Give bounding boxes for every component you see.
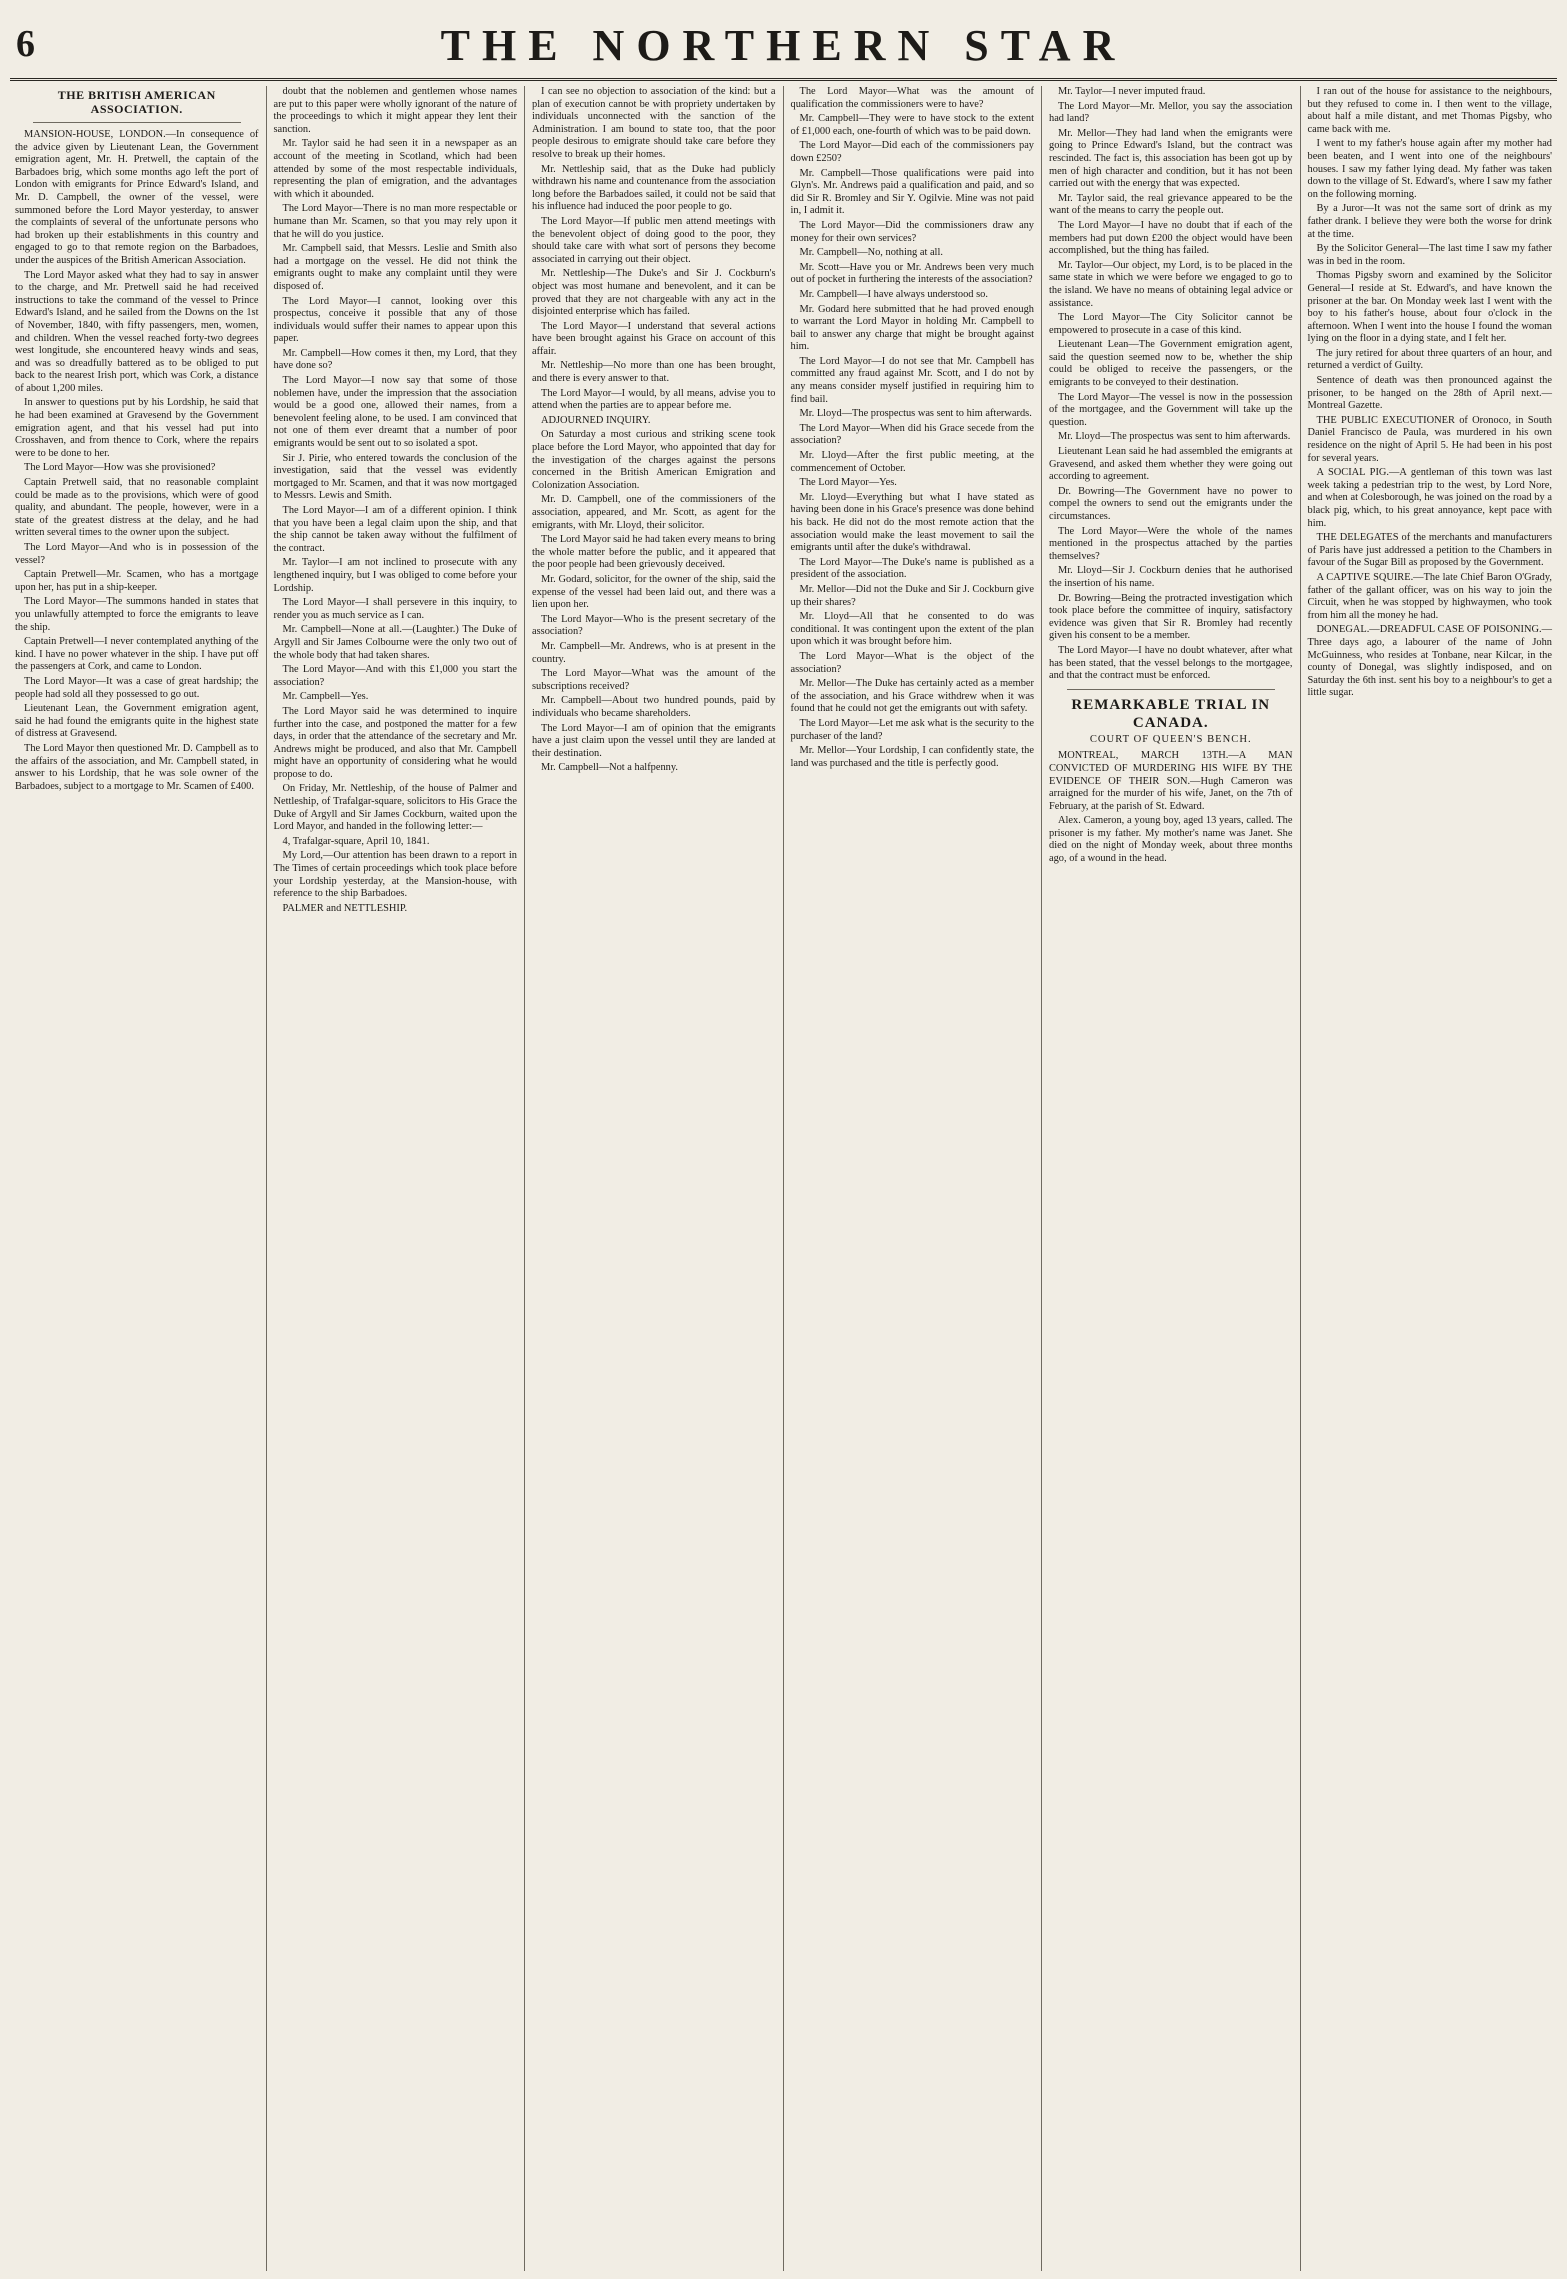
paragraph: Mr. Campbell—Not a halfpenny. [541,762,678,774]
paragraph: The Lord Mayor—I am of opinion that the emigrants have a just claim upon the vessel until they are landed at their destination. [532,722,776,759]
paragraph: The Lord Mayor—Who is the present secretary of the association? [532,613,776,638]
paragraph: Mr. Lloyd—Everything but what I have stated as having been done in his Grace's presence was done behind his back. He did not do the most remote action that the association would make the least movement to sail the emigrants until after the duke's withdrawal. [790,491,1034,554]
paragraph: THE PUBLIC EXECUTIONER of Oronoco, in South Daniel Francisco de Paula, was murdered in his own residence on the night of April 5. He had been in his post for several years. [1307,414,1552,464]
paragraph: Sir J. Pirie, who entered towards the conclusion of the investigation, said that the vessel was evidently mortgaged to Mr. Scamen, and that it was now mortgaged to Messrs. Lewis and Smith. [273,452,517,502]
paragraph: The Lord Mayor—Let me ask what is the security to the purchaser of the land? [790,717,1034,742]
paragraph: The Lord Mayor—The Duke's name is published as a president of the association. [790,556,1034,581]
paragraph: A CAPTIVE SQUIRE.—The late Chief Baron O'Grady, father of the gallant officer, was on his way to join the Circuit, when he was stopped by highwaymen, who took from him all the money he had. [1307,571,1552,621]
column-6 [1301,86,1560,2271]
paragraph: Mr. D. Campbell, one of the commissioners of the association, appeared, and Mr. Scott, as agent for the emigrants, with Mr. Lloyd, their solicitor. [532,494,776,531]
newspaper-title: THE NORTHERN STAR [440,21,1127,70]
paragraph: Mr. Campbell—How comes it then, my Lord, that they have done so? [273,347,517,372]
paragraph: The Lord Mayor—What was the amount of the subscriptions received? [532,668,776,692]
trial-text [1049,750,1293,865]
paragraph: Mr. Campbell—They were to have stock to the extent of £1,000 each, one-fourth of which was to be paid down. [790,113,1034,137]
paragraph: In answer to questions put by his Lordship, he said that he had been examined at Gravesend by the Government emigration agent, and that his vessel had put into Crosshaven, and from thence to Cork, where the repairs were to be done to her. [15,397,259,459]
paragraph: Mr. Taylor—I am not inclined to prosecute with any lengthened inquiry, but I was obliged to come before your Lordship. [273,557,517,594]
paragraph: The Lord Mayor—I am of a different opinion. I think that you have been a legal claim upon the ship, and that the ship cannot be taken away without the fulfilment of the contract. [273,505,517,554]
paragraph: Alex. Cameron, a young boy, aged 13 years, called. The prisoner is my father. My mother's name was Janet. She died on the night of Monday week, about three months ago, of a wound in the head. [1049,815,1293,865]
masthead [10,18,1557,81]
paragraph: Mr. Lloyd—The prospectus was sent to him afterwards. [799,408,1032,420]
paragraph: The jury retired for about three quarters of an hour, and returned a verdict of Guilty. [1307,347,1552,372]
column-6-text [1308,86,1553,700]
paragraph: The Lord Mayor—The vessel is now in the possession of the mortgagee, and the Government will take up the question. [1049,391,1293,428]
paragraph: Mr. Nettleship—No more than one has been brought, and there is every answer to that. [532,360,776,385]
article-columns [8,86,1559,2271]
paragraph: Lieutenant Lean—The Government emigration agent, said the question seemed now to be, whether the ship could be obliged to receive the passengers, or the emigrants to be conveyed to their destination. [1049,339,1293,389]
paragraph: The Lord Mayor—I understand that several actions have been brought against his Grace on account of this affair. [532,320,776,357]
paragraph: The Lord Mayor—It was a case of great hardship; the people had sold all they possessed to go out. [15,675,259,700]
column-1 [8,86,267,2271]
paragraph: The Lord Mayor—I do not see that Mr. Campbell has committed any fraud against Mr. Scott, and I do not by any means consider myself justified in requiring him to find bail. [790,355,1034,405]
paragraph: The Lord Mayor—I would, by all means, advise you to attend when the parties are to appear before me. [532,387,776,412]
paragraph: The Lord Mayor said he had taken every means to bring the whole matter before the public, and it appeared that the poor people had been grievously deceived. [532,534,776,571]
paragraph: ADJOURNED INQUIRY. [541,414,651,426]
paragraph: 4, Trafalgar-square, April 10, 1841. [282,835,430,847]
paragraph: The Lord Mayor then questioned Mr. D. Campbell as to the affairs of the association, and Mr. Campbell stated, in answer to his Lordship, that he was sole owner of the Barbadoes, subject to a mortgage to Mr. Scamen of £400. [15,742,259,792]
paragraph: The Lord Mayor—I cannot, looking over this prospectus, conceive it possible that any of those individuals would suffer their names to appear upon this paper. [273,295,517,345]
paragraph: Mr. Lloyd—After the first public meeting, at the commencement of October. [790,450,1034,474]
paragraph: MANSION-HOUSE, LONDON.—In consequence of the advice given by Lieutenant Lean, the Government emigration agent, Mr. H. Pretwell, the captain of the Barbadoes brig, which some months ago left the port of London with emigrants for Prince Edward's Island, and Mr. D. Campbell, the owner of the vessel, were summoned before the Lord Mayor yesterday, to answer the complaints of several of the unfortunate persons who had broken up their establishments in this country and engaged to go to that remote region on the Barbadoes, under the auspices of the British American Association. [15,129,259,266]
paragraph: Mr. Lloyd—All that he consented to do was conditional. It was contingent upon the extent of the plan upon which it was brought before him. [790,611,1034,648]
paragraph: Thomas Pigsby sworn and examined by the Solicitor General—I reside at St. Edward's, and have known the prisoner at the bar. On Monday week last I went with the boy to his father's house, about four o'clock in the afternoon. When I went into the house I found the woman lying on the floor in a dying state, and I felt her. [1307,270,1552,345]
paragraph: Dr. Bowring—The Government have no power to compel the owners to send out the emigrants under the circumstances. [1049,485,1293,522]
paragraph: The Lord Mayor—Did the commissioners draw any money for their own services? [790,219,1034,244]
column-4 [784,86,1043,2271]
paragraph: Mr. Scott—Have you or Mr. Andrews been very much out of pocket in furthering the interests of the association? [790,261,1034,286]
paragraph: Mr. Campbell—Mr. Andrews, who is at present in the country. [532,640,776,665]
paragraph: The Lord Mayor—Were the whole of the names mentioned in the prospectus attached by the parties themselves? [1049,525,1293,562]
paragraph: Captain Pretwell—I never contemplated anything of the kind. I have no power whatever in the ship. I have put off the passengers at Cork, and came to London. [15,636,259,673]
paragraph: Mr. Campbell—None at all.—(Laughter.) The Duke of Argyll and Sir James Colbourne were the only two out of the whole body that had taken shares. [273,624,517,661]
paragraph: By a Juror—It was not the same sort of drink as my father drank. I believe they were both the worse for drink at the time. [1307,203,1552,240]
paragraph: Mr. Campbell—Those qualifications were paid into Glyn's. Mr. Andrews paid a qualification and paid, and so did Sir R. Bromley and Sir Y. Ogilvie. Mine was not paid in, I admit it. [790,167,1034,217]
paragraph: By the Solicitor General—The last time I saw my father was in bed in the room. [1307,243,1552,267]
paragraph: Mr. Nettleship said, that as the Duke had publicly withdrawn his name and countenance from the association long before the Barbadoes sailed, it could not be said that his influence had induced the poor people to go. [532,163,776,213]
paragraph: Mr. Taylor—I never imputed fraud. [1058,86,1206,97]
paragraph: Mr. Mellor—They had land when the emigrants were going to Prince Edward's Island, but the contract was rescinded. The fact is, this association has been got up by men of high character and condition, but it has not been carried out with the energy that was expected. [1049,127,1293,190]
paragraph: Mr. Campbell—I have always understood so. [799,288,988,300]
paragraph: Captain Pretwell—Mr. Scamen, who has a mortgage upon her, has put in a ship-keeper. [15,569,259,593]
paragraph: Mr. Godard here submitted that he had proved enough to warrant the Lord Mayor in holding Mr. Campbell to bail to answer any charge that might be brought against him. [790,303,1034,353]
paragraph: Mr. Godard, solicitor, for the owner of the ship, said the expense of the vessel had been laid out, and there was a lien upon her. [532,573,776,611]
column-5-text [1049,86,1293,683]
paragraph: THE DELEGATES of the merchants and manufacturers of Paris have just addressed a petition to the Chambers in favour of the Sugar Bill as proposed by the Government. [1307,532,1552,569]
paragraph: The Lord Mayor—Yes. [799,477,897,489]
paragraph: Mr. Campbell—About two hundred pounds, paid by individuals who became shareholders. [532,695,776,719]
trial-subheading: COURT OF QUEEN'S BENCH. [1089,733,1252,745]
paragraph: The Lord Mayor—The City Solicitor cannot be empowered to prosecute in a case of this kind. [1049,312,1293,336]
paragraph: The Lord Mayor—I shall persevere in this inquiry, to render you as much service as I can. [273,597,517,621]
paragraph: Mr. Lloyd—Sir J. Cockburn denies that he authorised the insertion of his name. [1049,565,1293,589]
column-1-text [15,129,259,793]
paragraph: The Lord Mayor said he was determined to inquire further into the case, and postponed the matter for a few days, in order that the attendance of the secretary and Mr. Andrews might be produced, and also that Mr. Campbell might have an opportunity of considering what he would propose to do. [273,705,517,780]
column-4-text [791,86,1035,770]
paragraph: The Lord Mayor asked what they had to say in answer to the charge, and Mr. Pretwell said he had received instructions to take the command of the vessel to Prince Edward's Island, and he sailed from the Downs on the 1st of November, 1840, with fifty passengers, men, women, and children. When the vessel reached forty-two degrees west longitude, she encountered heavy winds and seas, and was so dreadfully battered as to be obliged to put back to the nearest Irish port, which was Cork, a distance of about 1,200 miles. [15,269,259,394]
paragraph: Mr. Nettleship—The Duke's and Sir J. Cockburn's object was most humane and benevolent, and it can be proved that they are not chargeable with any act in the disjointed enterprise which has failed. [532,268,776,318]
paragraph: Mr. Mellor—The Duke has certainly acted as a member of the association, and his Grace withdrew when it was found that he could not get the emigrants out with safety. [790,678,1034,715]
paragraph: Mr. Campbell said, that Messrs. Leslie and Smith also had a mortgage on the vessel. He did not think the emigrants ought to make any complaint until they were disposed of. [273,243,517,292]
paragraph: The Lord Mayor—Did each of the commissioners pay down £250? [790,140,1034,164]
column-2 [267,86,526,2271]
paragraph: Mr. Campbell—No, nothing at all. [799,247,943,259]
paragraph: On Friday, Mr. Nettleship, of the house of Palmer and Nettleship, of Trafalgar-square, solicitors to His Grace the Duke of Argyll and Sir James Cockburn, waited upon the Lord Mayor, and handed in the following letter:— [273,783,517,833]
paragraph: The Lord Mayor—And who is in possession of the vessel? [15,542,259,566]
paragraph: MONTREAL, MARCH 13TH.—A MAN CONVICTED OF MURDERING HIS WIFE BY THE EVIDENCE OF THEIR SON.—Hugh Cameron was arraigned for the murder of his wife, Janet, on the 7th of February, at the parish of St. Edward. [1049,750,1293,812]
paragraph: doubt that the noblemen and gentlemen whose names are put to this paper were wholly ignorant of the nature of the proceedings to which it might appear they lent their sanction. [273,86,517,135]
paragraph: Lieutenant Lean, the Government emigration agent, said he had found the emigrants quite in the highest state of distress at Gravesend. [15,703,259,740]
paragraph: I can see no objection to association of the kind: but a plan of execution cannot be with propriety undertaken by individuals unconnected with the sanction of the Administration. I am bound to state too, that the poor people desirous to emigrate should take care before they resolve to break up their homes. [532,86,776,160]
paragraph: Lieutenant Lean said he had assembled the emigrants at Gravesend, and asked them whether they were going out according to agreement. [1049,446,1293,483]
paragraph: The Lord Mayor—I have no doubt that if each of the members had put down £200 the object would have been accomplished, but the thing has failed. [1049,219,1293,257]
section-rule [1067,689,1275,690]
paragraph: The Lord Mayor—What was the amount of qualification the commissioners were to have? [790,86,1034,110]
paragraph: The Lord Mayor—How was she provisioned? [24,462,216,474]
paragraph: Mr. Lloyd—The prospectus was sent to him afterwards. [1058,431,1291,443]
paragraph: The Lord Mayor—Mr. Mellor, you say the association had land? [1049,100,1293,125]
paragraph: The Lord Mayor—There is no man more respectable or humane than Mr. Scamen, so that you may rely upon it that he will do you justice. [273,203,517,240]
paragraph: The Lord Mayor—I have no doubt whatever, after what has been stated, that the vessel belongs to the mortgagee, and that the contract must be enforced. [1049,644,1293,682]
paragraph: Mr. Taylor said, the real grievance appeared to be the want of the means to carry the people out. [1049,192,1293,217]
paragraph: Mr. Campbell—Yes. [282,691,369,703]
trial-headline: REMARKABLE TRIAL IN CANADA. [1071,696,1271,731]
column-2-text [274,86,518,915]
page-number: 6 [16,23,36,65]
column-3-text [532,86,776,775]
paragraph: On Saturday a most curious and striking scene took place before the Lord Mayor, who appointed that day for the investigation of the charges against the persons concerned in the British American Emigration and Colonization Association. [532,429,776,491]
paragraph: The Lord Mayor—What is the object of the association? [790,650,1034,675]
paragraph: The Lord Mayor—And with this £1,000 you start the association? [273,664,517,688]
heading-rule [33,122,241,123]
paragraph: I went to my father's house again after my mother had been beaten, and I went into one of the neighbours' houses. I saw my father lying dead. My father was taken down to the village of St. Edward's, where I saw my father on the following morning. [1307,138,1552,200]
paragraph: Dr. Bowring—Being the protracted investigation which took place before the committee of inquiry, satisfactory evidence was given that Sir R. Bromley had recently given his consent to be a member. [1049,592,1293,642]
paragraph: Mr. Mellor—Your Lordship, I can confidently state, the land was purchased and the title is perfectly good. [790,745,1034,769]
paragraph: DONEGAL.—DREADFUL CASE OF POISONING.—Three days ago, a labourer of the name of John McGuinness, who resides at Tonbane, near Kilcar, in the county of Donegal, was slightly indisposed, and on Saturday the 6th inst. sent his boy to a neighbour's to get a little sugar. [1307,624,1552,699]
paragraph: Captain Pretwell said, that no reasonable complaint could be made as to the provisions, which were of good quality, and abundant. The people, however, were in a state of the greatest distress at the delay, and he had written several times to the owner upon the subject. [15,477,259,539]
paragraph: My Lord,—Our attention has been drawn to a report in The Times of certain proceedings which took place before your Lordship yesterday, at the Mansion-house, with reference to the ship Barbadoes. [273,850,517,900]
canada-trial-article [1049,689,1293,866]
column-3 [525,86,784,2271]
paragraph: The Lord Mayor—When did his Grace secede from the association? [790,422,1034,447]
paragraph: A SOCIAL PIG.—A gentleman of this town was last week taking a pedestrian trip to the west, by Lord Nore, and when at Colesborough, he was joined on the road by a black pig, which, to his great annoyance, kept pace with him. [1307,467,1552,529]
paragraph: The Lord Mayor—If public men attend meetings with the benevolent object of doing good to the poor, they should take care with what sort of persons they become associated in carrying out their object. [532,215,776,265]
paragraph: The Lord Mayor—I now say that some of those noblemen have, under the impression that the association would be a good one, allowed their names, from a benevolent feeling alone, to be used. I am convinced that not one of them ever dreamt that a number of poor emigrants would be sent out to so isolated a spot. [273,375,517,450]
article-heading: THE BRITISH AMERICAN ASSOCIATION. [57,88,216,116]
paragraph: The Lord Mayor—The summons handed in states that you unlawfully attempted to force the emigrants to leave the ship. [15,596,259,633]
column-5 [1042,86,1301,2271]
paragraph: Sentence of death was then pronounced against the prisoner, to be hanged on the 28th of April next.—Montreal Gazette. [1307,375,1552,412]
paragraph: Mr. Taylor said he had seen it in a newspaper as an account of the meeting in Scotland, which had been attended by some of the most respectable individuals, representing the plan of emigration, and the advantages with which it abounded. [273,138,517,200]
paragraph: PALMER and NETTLESHIP. [282,902,408,914]
paragraph: Mr. Taylor—Our object, my Lord, is to be placed in the same state in which we were before we engaged to go to the island. We have no means of obtaining legal advice or assistance. [1049,259,1293,309]
paragraph: I ran out of the house for assistance to the neighbours, but they refused to come in. I then went to the village, about half a mile distant, and met Thomas Pigsby, who came back with me. [1307,86,1552,135]
paragraph: Mr. Mellor—Did not the Duke and Sir J. Cockburn give up their shares? [790,583,1034,608]
